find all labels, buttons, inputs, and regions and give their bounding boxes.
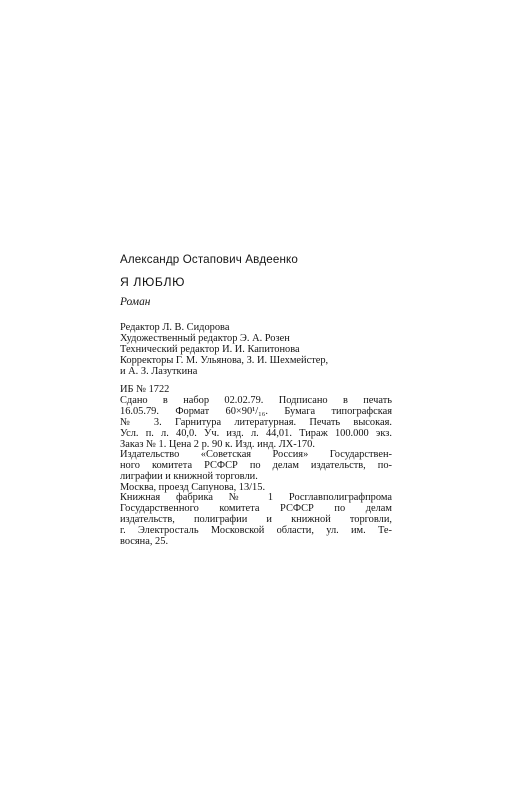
printer-line: восяна, 25. xyxy=(120,535,169,547)
printer-line: Государственного комитета РСФСР по делам xyxy=(120,502,392,514)
printer-line: г. Электросталь Московской области, ул. им. Те- xyxy=(120,524,392,536)
publisher-line: Издательство «Советская Россия» Государствен- xyxy=(120,449,392,460)
print-info-line: 16.05.79. Формат 60×90¹/₁₆. Бумага типографская xyxy=(120,405,392,417)
print-info-line: Заказ № 1. Цена 2 р. 90 к. Изд. инд. ЛХ-170. xyxy=(120,438,315,450)
printer-info xyxy=(120,493,392,548)
author-name: Александр Остапович Авдеенко xyxy=(120,253,298,266)
credit-line: Художественный редактор Э. А. Розен xyxy=(120,332,290,344)
credit-line: Технический редактор И. И. Капитонова xyxy=(120,343,300,355)
print-info-line: ИБ № 1722 xyxy=(120,384,170,395)
credit-line: и А. З. Лазуткина xyxy=(120,365,198,377)
print-info-line: Сдано в набор 02.02.79. Подписано в печать xyxy=(120,394,392,406)
print-info-line: Усл. п. л. 40,0. Уч. изд. л. 44,01. Тираж 100.000 экз. xyxy=(120,427,392,439)
printer-line: издательств, полиграфии и книжной торговли, xyxy=(120,513,392,525)
publisher-info xyxy=(120,450,392,494)
book-genre: Роман xyxy=(120,296,151,308)
publisher-line: лиграфии и книжной торговли. xyxy=(120,470,258,482)
credit-line: Редактор Л. В. Сидорова xyxy=(120,322,230,333)
editorial-credits xyxy=(120,323,392,378)
printer-line: Книжная фабрика № 1 Росглавполиграфпрома xyxy=(120,492,392,503)
publisher-line: ного комитета РСФСР по делам издательств, по- xyxy=(120,459,392,471)
publisher-line: Москва, проезд Сапунова, 13/15. xyxy=(120,481,266,493)
book-title: Я ЛЮБЛЮ xyxy=(120,275,186,289)
credit-line: Корректоры Г. М. Ульянова, З. И. Шехмейстер, xyxy=(120,354,329,366)
print-info-line: № 3. Гарнитура литературная. Печать высокая. xyxy=(120,416,392,428)
printing-details xyxy=(120,385,392,450)
